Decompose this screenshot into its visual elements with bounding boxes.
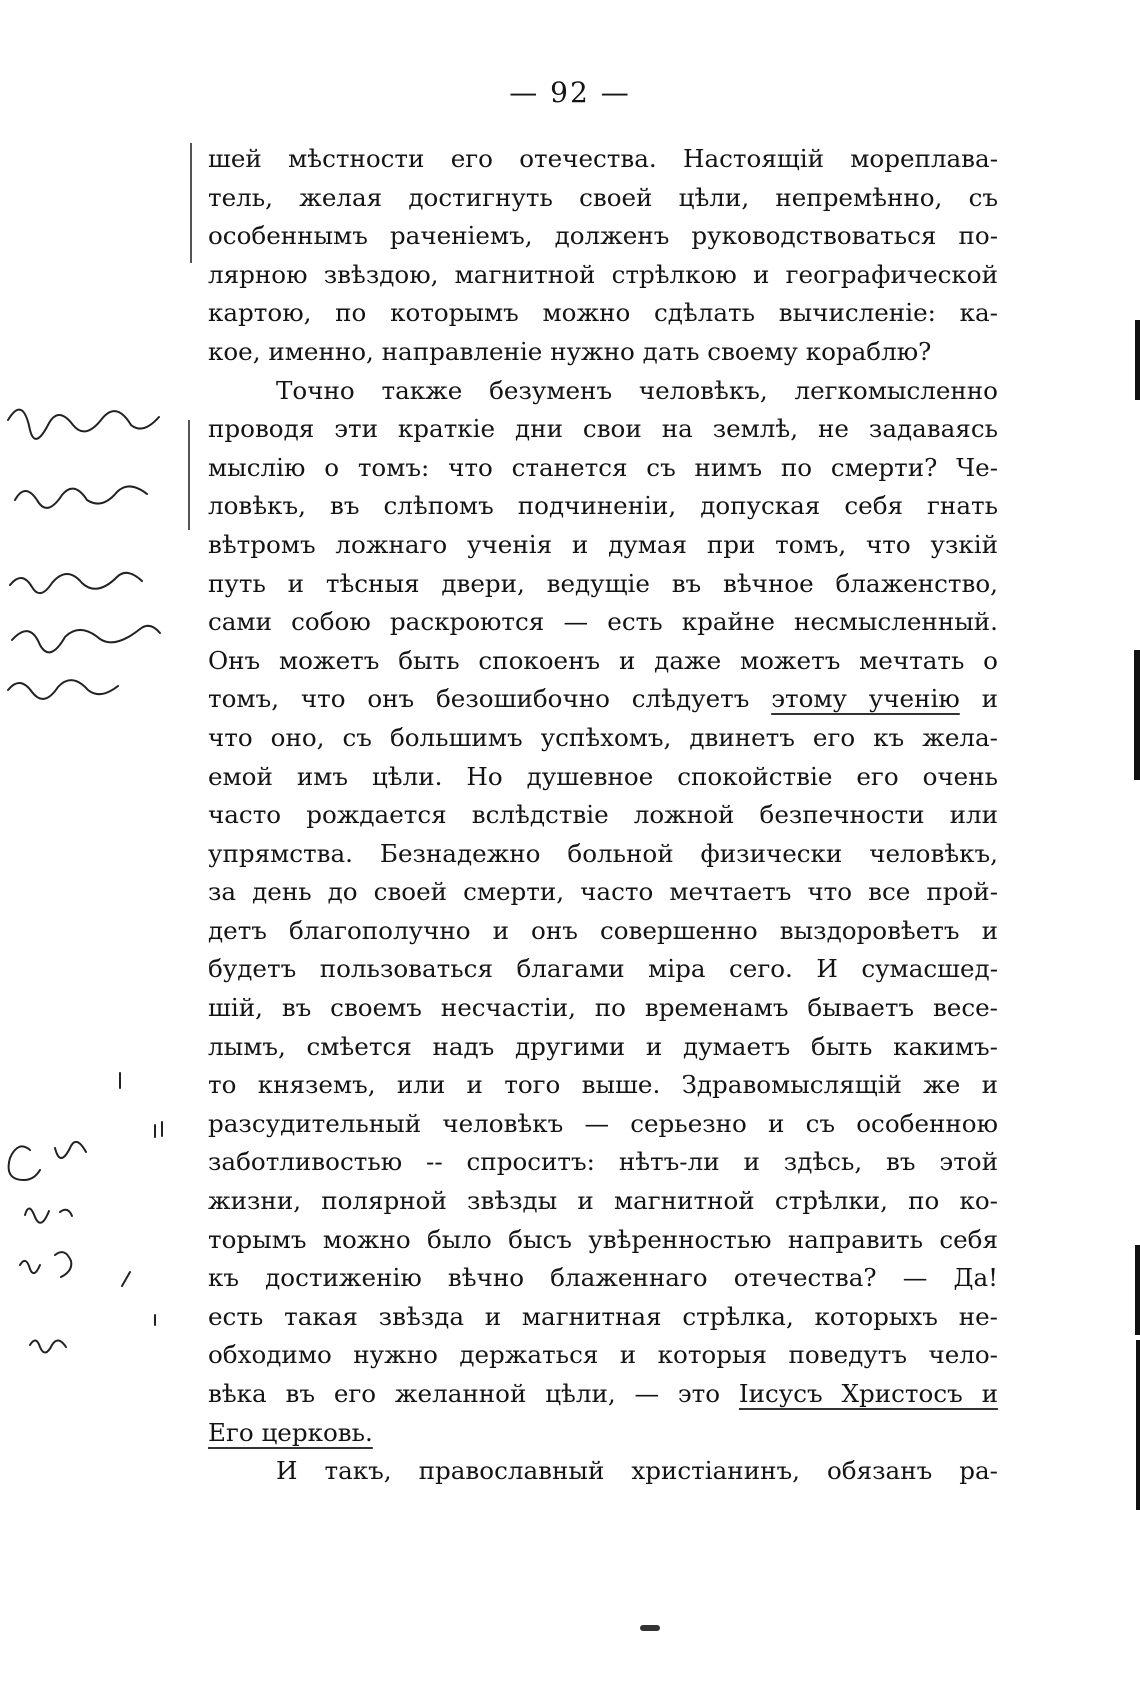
text-line-15 <box>208 680 998 719</box>
text-line-35: И такъ, православный христіанинъ, обязанъ ра- <box>276 1456 998 1486</box>
body-text <box>208 140 998 1491</box>
text-line-18: часто рождается вслѣдствіе ложной безпечности или <box>208 800 998 830</box>
text-line-13: сами собою раскроются — есть крайне несмысленный. <box>208 607 998 637</box>
text-line-34 <box>208 1414 998 1453</box>
underlined-phrase-teaching: этому ученію <box>771 684 960 714</box>
scan-edge-bar-3 <box>1135 1245 1140 1335</box>
text-line-28: жизни, полярной звѣзды и магнитной стрѣлки, по ко- <box>208 1186 998 1216</box>
text-line-14: Онъ можетъ быть спокоенъ и даже можетъ мечтать о <box>208 645 998 675</box>
text-line-26: разсудительный человѣкъ — серьезно и съ особенною <box>208 1108 998 1138</box>
scan-edge-bar-1 <box>1135 320 1140 400</box>
text-line-5: картою, по которымъ можно сдѣлать вычисленіе: ка- <box>208 298 998 328</box>
text-line-32: обходимо нужно держаться и которыя поведутъ чело- <box>208 1340 998 1370</box>
text-line-25: то княземъ, или и того выше. Здравомыслящій же и <box>208 1070 998 1100</box>
text-line-2: тель, желая достигнуть своей цѣли, непремѣнно, съ <box>208 182 998 212</box>
text-line-15-start: томъ, что онъ безошибочно слѣдуетъ <box>208 684 772 714</box>
text-line-9: мыслію о томъ: что станется съ нимъ по смерти? Че- <box>208 452 998 482</box>
text-line-19: упрямства. Безнадежно больной физически человѣкъ, <box>208 838 998 868</box>
bottom-ink-mark <box>640 1625 660 1631</box>
text-line-21: детъ благополучно и онъ совершенно выздоровѣетъ и <box>208 915 998 945</box>
underlined-phrase-christ: Іисусъ Христосъ и <box>738 1379 998 1408</box>
text-line-6: кое, именно, направленіе нужно дать своему кораблю? <box>208 336 932 366</box>
text-line-22: будетъ пользоваться благами міра сего. И сумасшед- <box>208 954 998 984</box>
text-line-27: заботливостью -- спроситъ: нѣтъ-ли и здѣсь, въ этой <box>208 1147 998 1177</box>
text-line-23: шій, въ своемъ несчастіи, по временамъ бываетъ весе- <box>208 993 998 1023</box>
text-line-8: проводя эти краткіе дни свои на землѣ, не задаваясь <box>208 414 998 444</box>
page-number: — 92 — <box>509 76 631 109</box>
text-line-29: торымъ можно было бысъ увѣренностью направить себя <box>208 1224 998 1254</box>
margin-bracket-middle <box>188 420 190 530</box>
text-line-24: лымъ, смѣется надъ другими и думаетъ быть какимъ- <box>208 1031 998 1061</box>
text-line-15-end: и <box>959 684 998 714</box>
text-line-4: лярною звѣздою, магнитной стрѣлкою и географической <box>208 259 998 289</box>
handwriting-scribbles <box>0 0 200 1686</box>
text-line-33-start: вѣка въ его желанной цѣли, — это <box>208 1379 739 1408</box>
text-line-16: что оно, съ большимъ успѣхомъ, двинетъ его къ жела- <box>208 722 998 752</box>
text-line-1: шей мѣстности его отечества. Настоящій мореплава- <box>208 144 998 173</box>
text-line-33 <box>208 1375 998 1414</box>
text-line-3: особеннымъ раченіемъ, долженъ руководствоваться по- <box>208 221 998 251</box>
text-line-7: Точно также безуменъ человѣкъ, легкомысленно <box>276 375 998 405</box>
text-line-17: емой имъ цѣли. Но душевное спокойствіе его очень <box>208 761 998 791</box>
text-line-31: есть такая звѣзда и магнитная стрѣлка, которыхъ не- <box>208 1301 998 1331</box>
margin-bracket-top <box>190 143 192 263</box>
text-line-30: къ достиженію вѣчно блаженнаго отечества? — Да! <box>208 1263 998 1293</box>
underlined-phrase-church: Его церковь. <box>208 1417 373 1447</box>
text-line-20: за день до своей смерти, часто мечтаетъ что все прой- <box>208 877 998 907</box>
handwritten-margin-notes <box>0 0 200 1686</box>
text-line-12: путь и тѣсныя двери, ведущіе въ вѣчное блаженство, <box>208 568 998 598</box>
scan-edge-bar-4 <box>1136 1340 1140 1510</box>
text-line-10: ловѣкъ, въ слѣпомъ подчиненіи, допуская себя гнать <box>208 491 998 521</box>
text-line-11: вѣтромъ ложнаго ученія и думая при томъ, что узкій <box>208 529 998 559</box>
scan-edge-bar-2 <box>1134 650 1140 780</box>
